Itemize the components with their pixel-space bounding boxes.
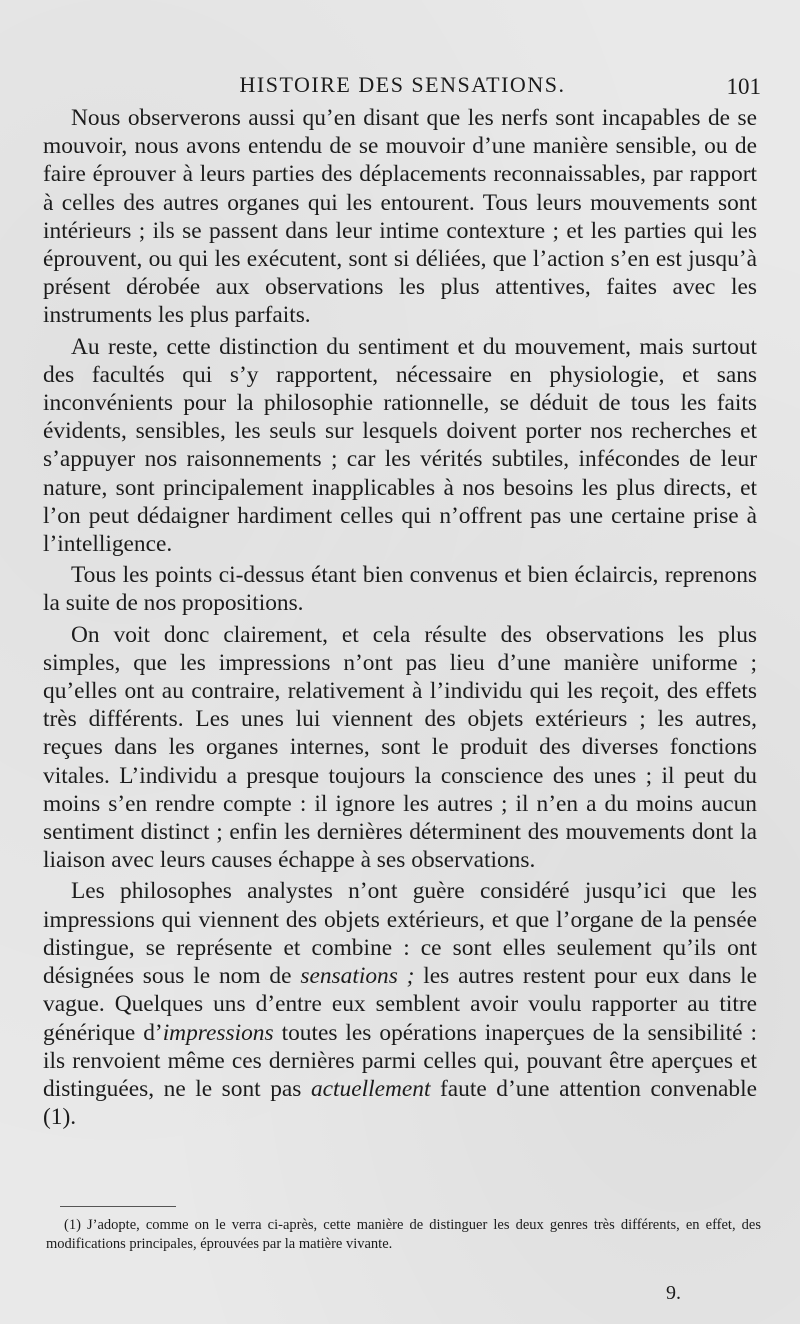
paragraph-5-part-5: toutes les opérations inaperçues de la sensibilité : ils renvoient même ces dernières parmi celles qui, pouvant être aperçues et distinguées, ne le sont pas	[43, 1019, 757, 1102]
paragraph-5-part-1: Les philosophes analystes n’ont guère considéré jusqu’ici que les impressions qui viennent des objets extérieurs, et que l’organe de la pensée distingue, se représente et combine : ce sont elles seulement qu’ils ont désignées sous le nom de	[43, 878, 757, 990]
paragraph-5	[43, 877, 757, 1131]
page-header	[40, 72, 765, 108]
footnote-text: (1) J’adopte, comme on le verra ci-après, cette manière de distinguer les deux genres très différents, en effet, des modifications principales, éprouvées par la matière vivante.	[46, 1217, 761, 1252]
footnote	[46, 1216, 761, 1254]
footnote-rule	[60, 1206, 176, 1207]
page-number: 101	[726, 74, 761, 99]
italic-impressions: impressions	[162, 1019, 274, 1046]
italic-sensations: sensations ;	[300, 963, 415, 990]
running-title: HISTOIRE DES SENSATIONS.	[239, 72, 566, 97]
paragraph-1: Nous observerons aussi qu’en disant que les nerfs sont incapables de se mouvoir, nous avons entendu de se mouvoir d’une manière sensible, ou de faire éprouver à leurs parties des déplacements reconnaissables, par rapport à celles des autres organes qui les entourent. Tous leurs mouvements sont intérieurs ; ils se passent dans leur intime contexture ; et les parties qui les éprouvent, ou qui les exécutent, sont si déliées, que l’action s’en est jusqu’à présent dérobée aux observations les plus attentives, faites avec les instruments les plus parfaits.	[43, 105, 757, 329]
body-text	[43, 104, 757, 1134]
paragraph-5-part-7: faute d’une attention convenable (1).	[43, 1075, 757, 1131]
signature-mark: 9.	[666, 1282, 681, 1304]
paragraph-5-part-3: les autres restent pour eux dans le vague. Quelques uns d’entre eux semblent avoir voulu rapporter au titre générique d’	[43, 963, 757, 1046]
paragraph-3: Tous les points ci-dessus étant bien convenus et bien éclaircis, reprenons la suite de nos propositions.	[43, 562, 757, 617]
paragraph-4: On voit donc clairement, et cela résulte des observations les plus simples, que les impressions n’ont pas lieu d’une manière uniforme ; qu’elles ont au contraire, relativement à l’individu qui les reçoit, des effets très différents. Les unes lui viennent des objets extérieurs ; les autres, reçues dans les organes internes, sont le produit des diverses fonctions vitales. L’individu a presque toujours la conscience des unes ; il peut du moins s’en rendre compte : il ignore les autres ; il n’en a du moins aucun sentiment distinct ; enfin les dernières déterminent des mouvements dont la liaison avec leurs causes échappe à ses observations.	[43, 621, 757, 874]
paragraph-2: Au reste, cette distinction du sentiment et du mouvement, mais surtout des facultés qui s’y rapportent, nécessaire en physiologie, et sans inconvénients pour la philosophie rationnelle, se déduit de tous les faits évidents, sensibles, les seuls sur lesquels doivent porter nos recherches et s’appuyer nos raisonnements ; car les vérités subtiles, infécondes de leur nature, sont principalement inapplicables à nos besoins les plus directs, et l’on peut dédaigner hardiment celles qui n’offrent pas une certaine prise à l’intelligence.	[43, 333, 757, 558]
italic-actuellement: actuellement	[310, 1075, 431, 1102]
